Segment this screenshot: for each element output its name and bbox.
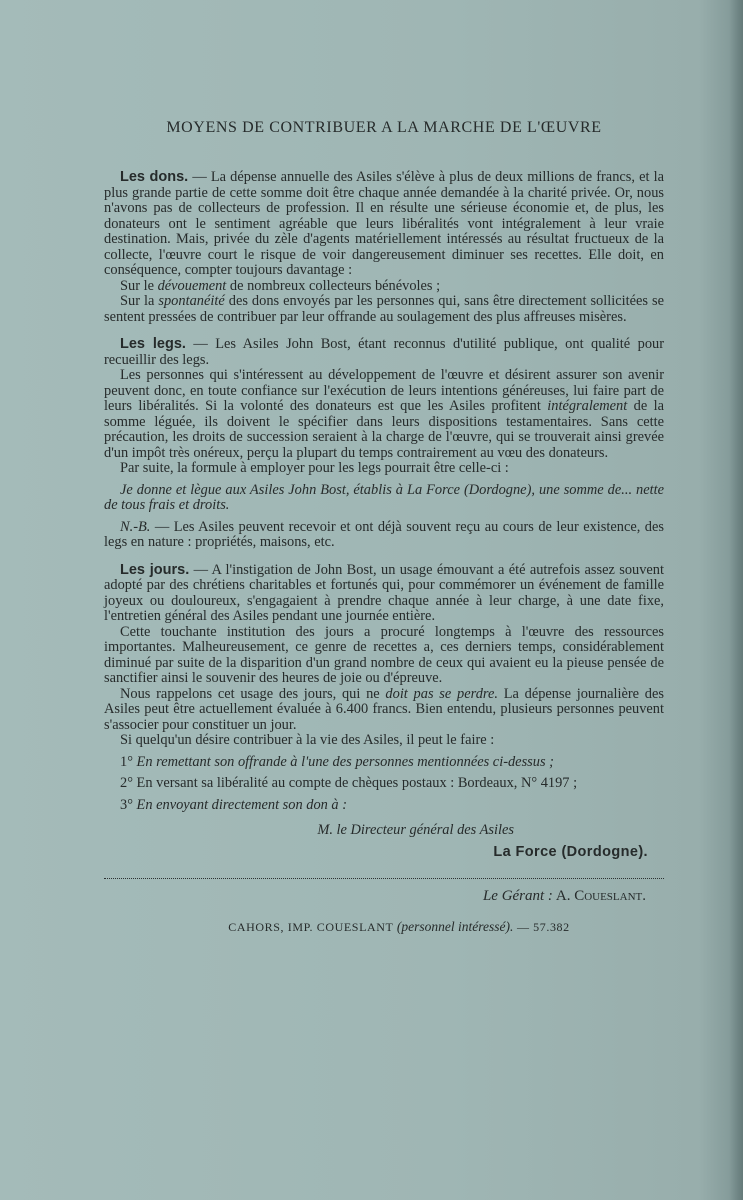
gerant-label: Le Gérant :	[482, 888, 553, 904]
page-edge-shadow	[729, 0, 743, 1200]
jours-paragraph-4: Si quelqu'un désire contribuer à la vie des Asiles, il peut le faire :	[120, 732, 495, 748]
dons-emphasis-2: dévouement	[157, 277, 227, 294]
legs-paragraph-3: Par suite, la formule à employer pour les legs pourrait être celle-ci :	[120, 460, 509, 476]
legs-nota-bene	[104, 520, 664, 551]
jours-text-1: — A l'instigation de John Bost, un usage émouvant a été autrefois assez souvent adopté par des chrétiens charitables et fortunés qui, pour commémorer un événement de famille joyeux ou douloureux, s'engagaient à prendre chaque année à leur charge, à une date fixe, l'entretien général des Asiles pendant une journée entière.	[104, 561, 664, 624]
option-3	[104, 798, 664, 814]
legs-emphasis-2: intégralement	[547, 398, 628, 414]
dons-emphasis-3: spontanéité	[158, 293, 225, 309]
dons-paragraph-1	[104, 170, 664, 279]
legs-text-2b: de la somme léguée, ils doivent le spécifier dans leurs dispositions testamentaires. Sans cette précaution, les droits de succession seraient à la charge de l'œuvre, qui se trouverait ainsi grevée d'un impôt très onéreux, perçu la plupart du temps contrairement au vœu des donateurs.	[104, 398, 664, 461]
document-body	[104, 118, 664, 935]
legs-text-2a: Les personnes qui s'intéressent au développement de l'œuvre et désirent assurer son avenir peuvent donc, en toute confiance sur l'exécution de leurs intentions généreuses, lui faire part de leurs libéralités. Si la volonté des donateurs est que les Asiles profitent	[104, 367, 664, 414]
jours-paragraph-2: Cette touchante institution des jours a procuré longtemps à l'œuvre des ressources importantes. Malheureusement, ce genre de recettes a, ces derniers temps, considérablement diminué par suite de la disparition d'un grand nombre de ceux qui avaient eu la pieuse pensée de sanctifier ainsi le souvenir des heures de joie ou d'épreuve.	[104, 623, 664, 686]
option-1-text: En remettant son offrande à l'une des personnes mentionnées ci-dessus ;	[132, 753, 554, 770]
legs-paragraph-2	[104, 368, 664, 461]
jours-text-3b: La dépense journalière des Asiles peut être actuellement évaluée à 6.400 francs. Bien entendu, plusieurs personnes peuvent s'associer pour constituer un jour.	[104, 685, 664, 733]
legs-formula: Je donne et lègue aux Asiles John Bost, établis à La Force (Dordogne), une somme de... nette de tous frais et droits.	[104, 481, 664, 513]
option-1-number: 1°	[120, 753, 133, 770]
legs-text-1: — Les Asiles John Bost, étant reconnus d'utilité publique, ont qualité pour recueillir des legs.	[104, 336, 665, 368]
page-heading: MOYENS DE CONTRIBUER A LA MARCHE DE L'ŒUVRE	[166, 119, 602, 136]
dons-text-2b: de nombreux collecteurs bénévoles ;	[226, 277, 441, 294]
jours-paragraph-1	[104, 563, 664, 625]
jours-emphasis-3: doit pas se perdre.	[385, 685, 498, 702]
printer-imprint	[104, 919, 664, 936]
dons-paragraph-2	[104, 279, 664, 295]
dons-text-1: — La dépense annuelle des Asiles s'élève à plus de deux millions de francs, et la plus grande partie de cette somme doit être chaque année demandée à la charité privée. Or, nous n'avons pas de collecteurs de profession. Il en résulte une sérieuse économie et, de plus, les donateurs ont le sentiment agréable que leurs libéralités vont intégralement à leur vraie destination. Mais, privée du zèle d'agents matériellement intéressés au résultat fructueux de la collecte, l'œuvre court le risque de voir dangereusement diminuer ses recettes. Elle doit, en conséquence, compter toujours davantage :	[104, 169, 664, 278]
legs-lead: Les legs.	[120, 336, 186, 352]
dons-text-3a: Sur la	[120, 293, 159, 309]
option-3-number: 3°	[120, 796, 133, 813]
imprint-text-a: CAHORS, IMP. COUESLANT	[228, 919, 397, 934]
jours-paragraph-3	[104, 687, 664, 734]
nb-label: N.-B.	[120, 518, 151, 535]
option-1	[104, 755, 664, 771]
gerant-name: A. Coueslant.	[552, 888, 646, 904]
dons-text-3b: des dons envoyés par les personnes qui, sans être directement sollicitées se sentent pressées de contribuer par leur offrande au soulagement des plus affreuses misères.	[104, 293, 664, 325]
option-2	[104, 776, 664, 792]
address-recipient: M. le Directeur général des Asiles	[317, 822, 514, 838]
dons-paragraph-3	[104, 294, 664, 325]
option-2-number: 2°	[120, 775, 133, 791]
dons-text-2a: Sur le	[120, 277, 158, 294]
imprint-emphasis: (personnel intéressé).	[396, 918, 514, 934]
dons-lead: Les dons.	[120, 169, 189, 185]
nb-text: — Les Asiles peuvent recevoir et ont déjà souvent reçu au cours de leur existence, des legs en nature : propriétés, maisons, etc.	[104, 518, 664, 550]
option-3-text: En envoyant directement son don à :	[132, 796, 348, 813]
dotted-divider	[104, 878, 664, 879]
address-place: La Force (Dordogne).	[493, 843, 648, 860]
imprint-text-b: — 57.382	[513, 919, 570, 934]
jours-lead: Les jours.	[120, 561, 190, 578]
legs-paragraph-1	[104, 337, 664, 368]
gerant-line	[104, 889, 664, 905]
option-2-text: En versant sa libéralité au compte de chèques postaux : Bordeaux, N° 4197 ;	[132, 775, 578, 791]
jours-text-3a: Nous rappelons cet usage des jours, qui ne	[120, 685, 386, 702]
